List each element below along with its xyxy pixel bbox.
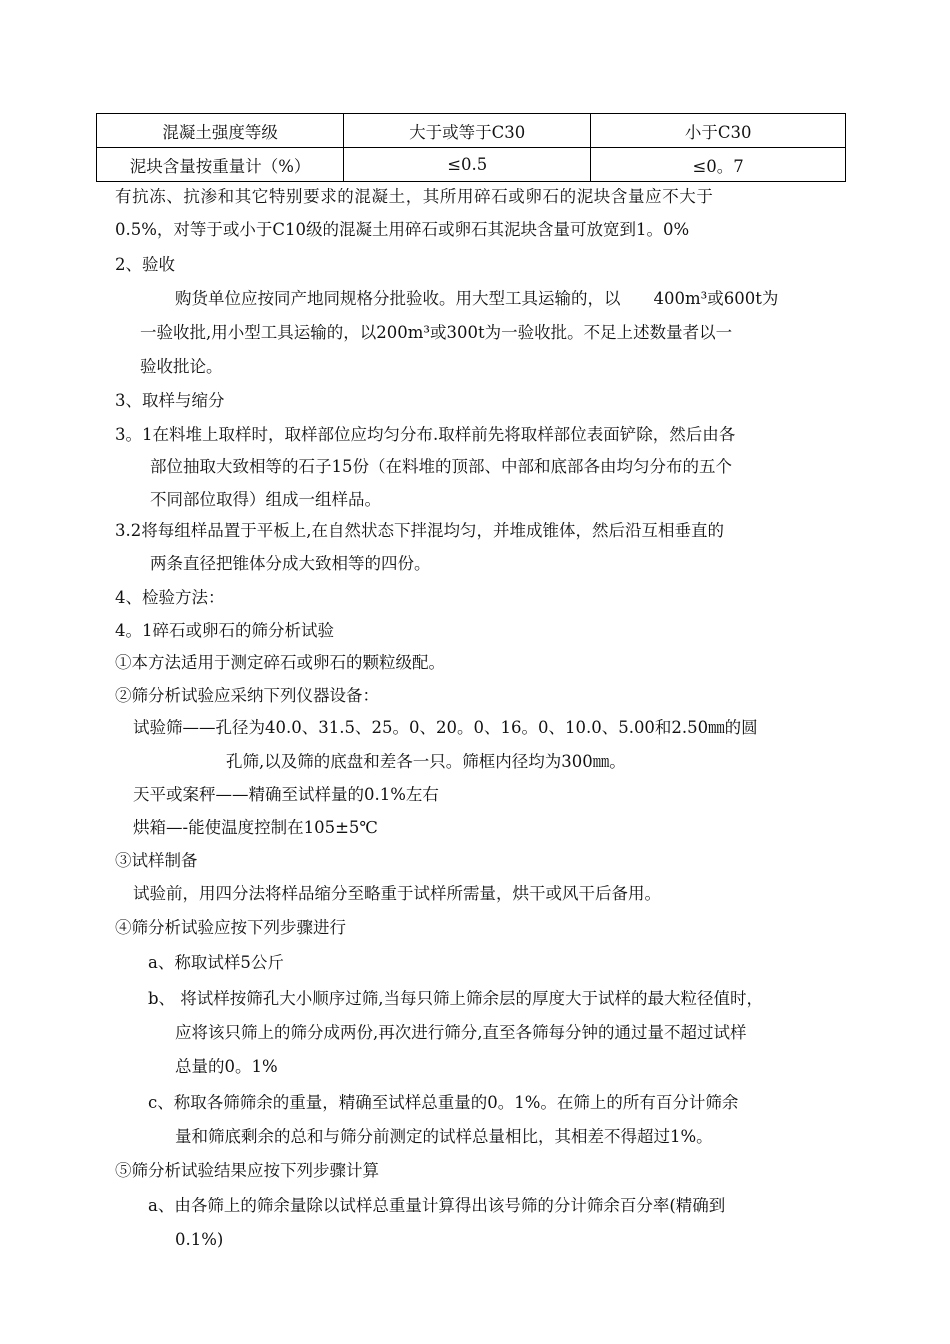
paragraph-line: 两条直径把锥体分成大致相等的四份。 — [150, 554, 431, 573]
table-cell: ≤0.5 — [344, 148, 591, 182]
table-cell: 小于C30 — [591, 114, 846, 148]
paragraph-line: 一验收批,用小型工具运输的，以200m³或300t为一验收批。不足上述数量者以一 — [140, 323, 733, 342]
mud-content-table — [96, 113, 846, 182]
section-heading: 3、取样与缩分 — [115, 391, 225, 410]
subsection-heading: 4。1碎石或卵石的筛分析试验 — [115, 621, 334, 640]
section-heading: 4、检验方法： — [115, 588, 225, 607]
paragraph-line: ③试样制备 — [115, 851, 198, 870]
paragraph-line: 试验前，用四分法将样品缩分至略重于试样所需量，烘干或风干后备用。 — [133, 884, 661, 903]
paragraph-line: ⑤筛分析试验结果应按下列步骤计算 — [115, 1161, 379, 1180]
table-row — [97, 148, 846, 182]
paragraph-line: 烘箱—-能使温度控制在105±5℃ — [133, 818, 378, 837]
table-cell: ≤0。7 — [591, 148, 846, 182]
list-item: a、由各筛上的筛余量除以试样总重量计算得出该号筛的分计筛余百分率(精确到 — [148, 1196, 726, 1215]
table-cell: 混凝土强度等级 — [97, 114, 344, 148]
paragraph-line: 购货单位应按同产地同规格分批验收。用大型工具运输的，以 400m³或600t为 — [175, 289, 779, 308]
list-item: 量和筛底剩余的总和与筛分前测定的试样总量相比，其相差不得超过1%。 — [175, 1127, 713, 1146]
paragraph-line: 部位抽取大致相等的石子15份（在料堆的顶部、中部和底部各由均匀分布的五个 — [150, 457, 732, 476]
table-cell: 大于或等于C30 — [344, 114, 591, 148]
list-item: 总量的0。1% — [175, 1057, 278, 1076]
list-item: a、称取试样5公斤 — [148, 953, 284, 972]
list-item: c、称取各筛筛余的重量，精确至试样总重量的0。1%。在筛上的所有百分计筛余 — [148, 1093, 739, 1112]
paragraph-line: 3.2将每组样品置于平板上,在自然状态下拌混均匀，并堆成锥体，然后沿互相垂直的 — [115, 521, 724, 540]
list-item: 0.1%) — [175, 1230, 224, 1249]
list-item: b、 将试样按筛孔大小顺序过筛,当每只筛上筛余层的厚度大于试样的最大粒径值时， — [148, 989, 764, 1008]
paragraph-line: 验收批论。 — [140, 357, 223, 376]
paragraph-line: ②筛分析试验应采纳下列仪器设备： — [115, 686, 379, 705]
table-row — [97, 114, 846, 148]
paragraph-line: 试验筛——孔径为40.0、31.5、25。0、20。0、16。0、10.0、5.00和2.50㎜的圆 — [133, 718, 758, 737]
table-cell: 泥块含量按重量计（%） — [97, 148, 344, 182]
paragraph-line: 天平或案秤——精确至试样量的0.1%左右 — [133, 785, 439, 804]
list-item: 应将该只筛上的筛分成两份,再次进行筛分,直至各筛每分钟的通过量不超过试样 — [175, 1023, 747, 1042]
paragraph-line: 不同部位取得）组成一组样品。 — [150, 490, 381, 509]
paragraph-line: 有抗冻、抗渗和其它特别要求的混凝土，其所用碎石或卵石的泥块含量应不大于 — [115, 187, 714, 206]
paragraph-line: 0.5%，对等于或小于C10级的混凝土用碎石或卵石其泥块含量可放宽到1。0% — [115, 220, 690, 239]
paragraph-line: ④筛分析试验应按下列步骤进行 — [115, 918, 346, 937]
paragraph-line: ①本方法适用于测定碎石或卵石的颗粒级配。 — [115, 653, 445, 672]
paragraph-line: 孔筛,以及筛的底盘和差各一只。筛框内径均为300㎜。 — [226, 752, 626, 771]
section-heading: 2、验收 — [115, 255, 175, 274]
paragraph-line: 3。1在料堆上取样时，取样部位应均匀分布.取样前先将取样部位表面铲除，然后由各 — [115, 425, 736, 444]
